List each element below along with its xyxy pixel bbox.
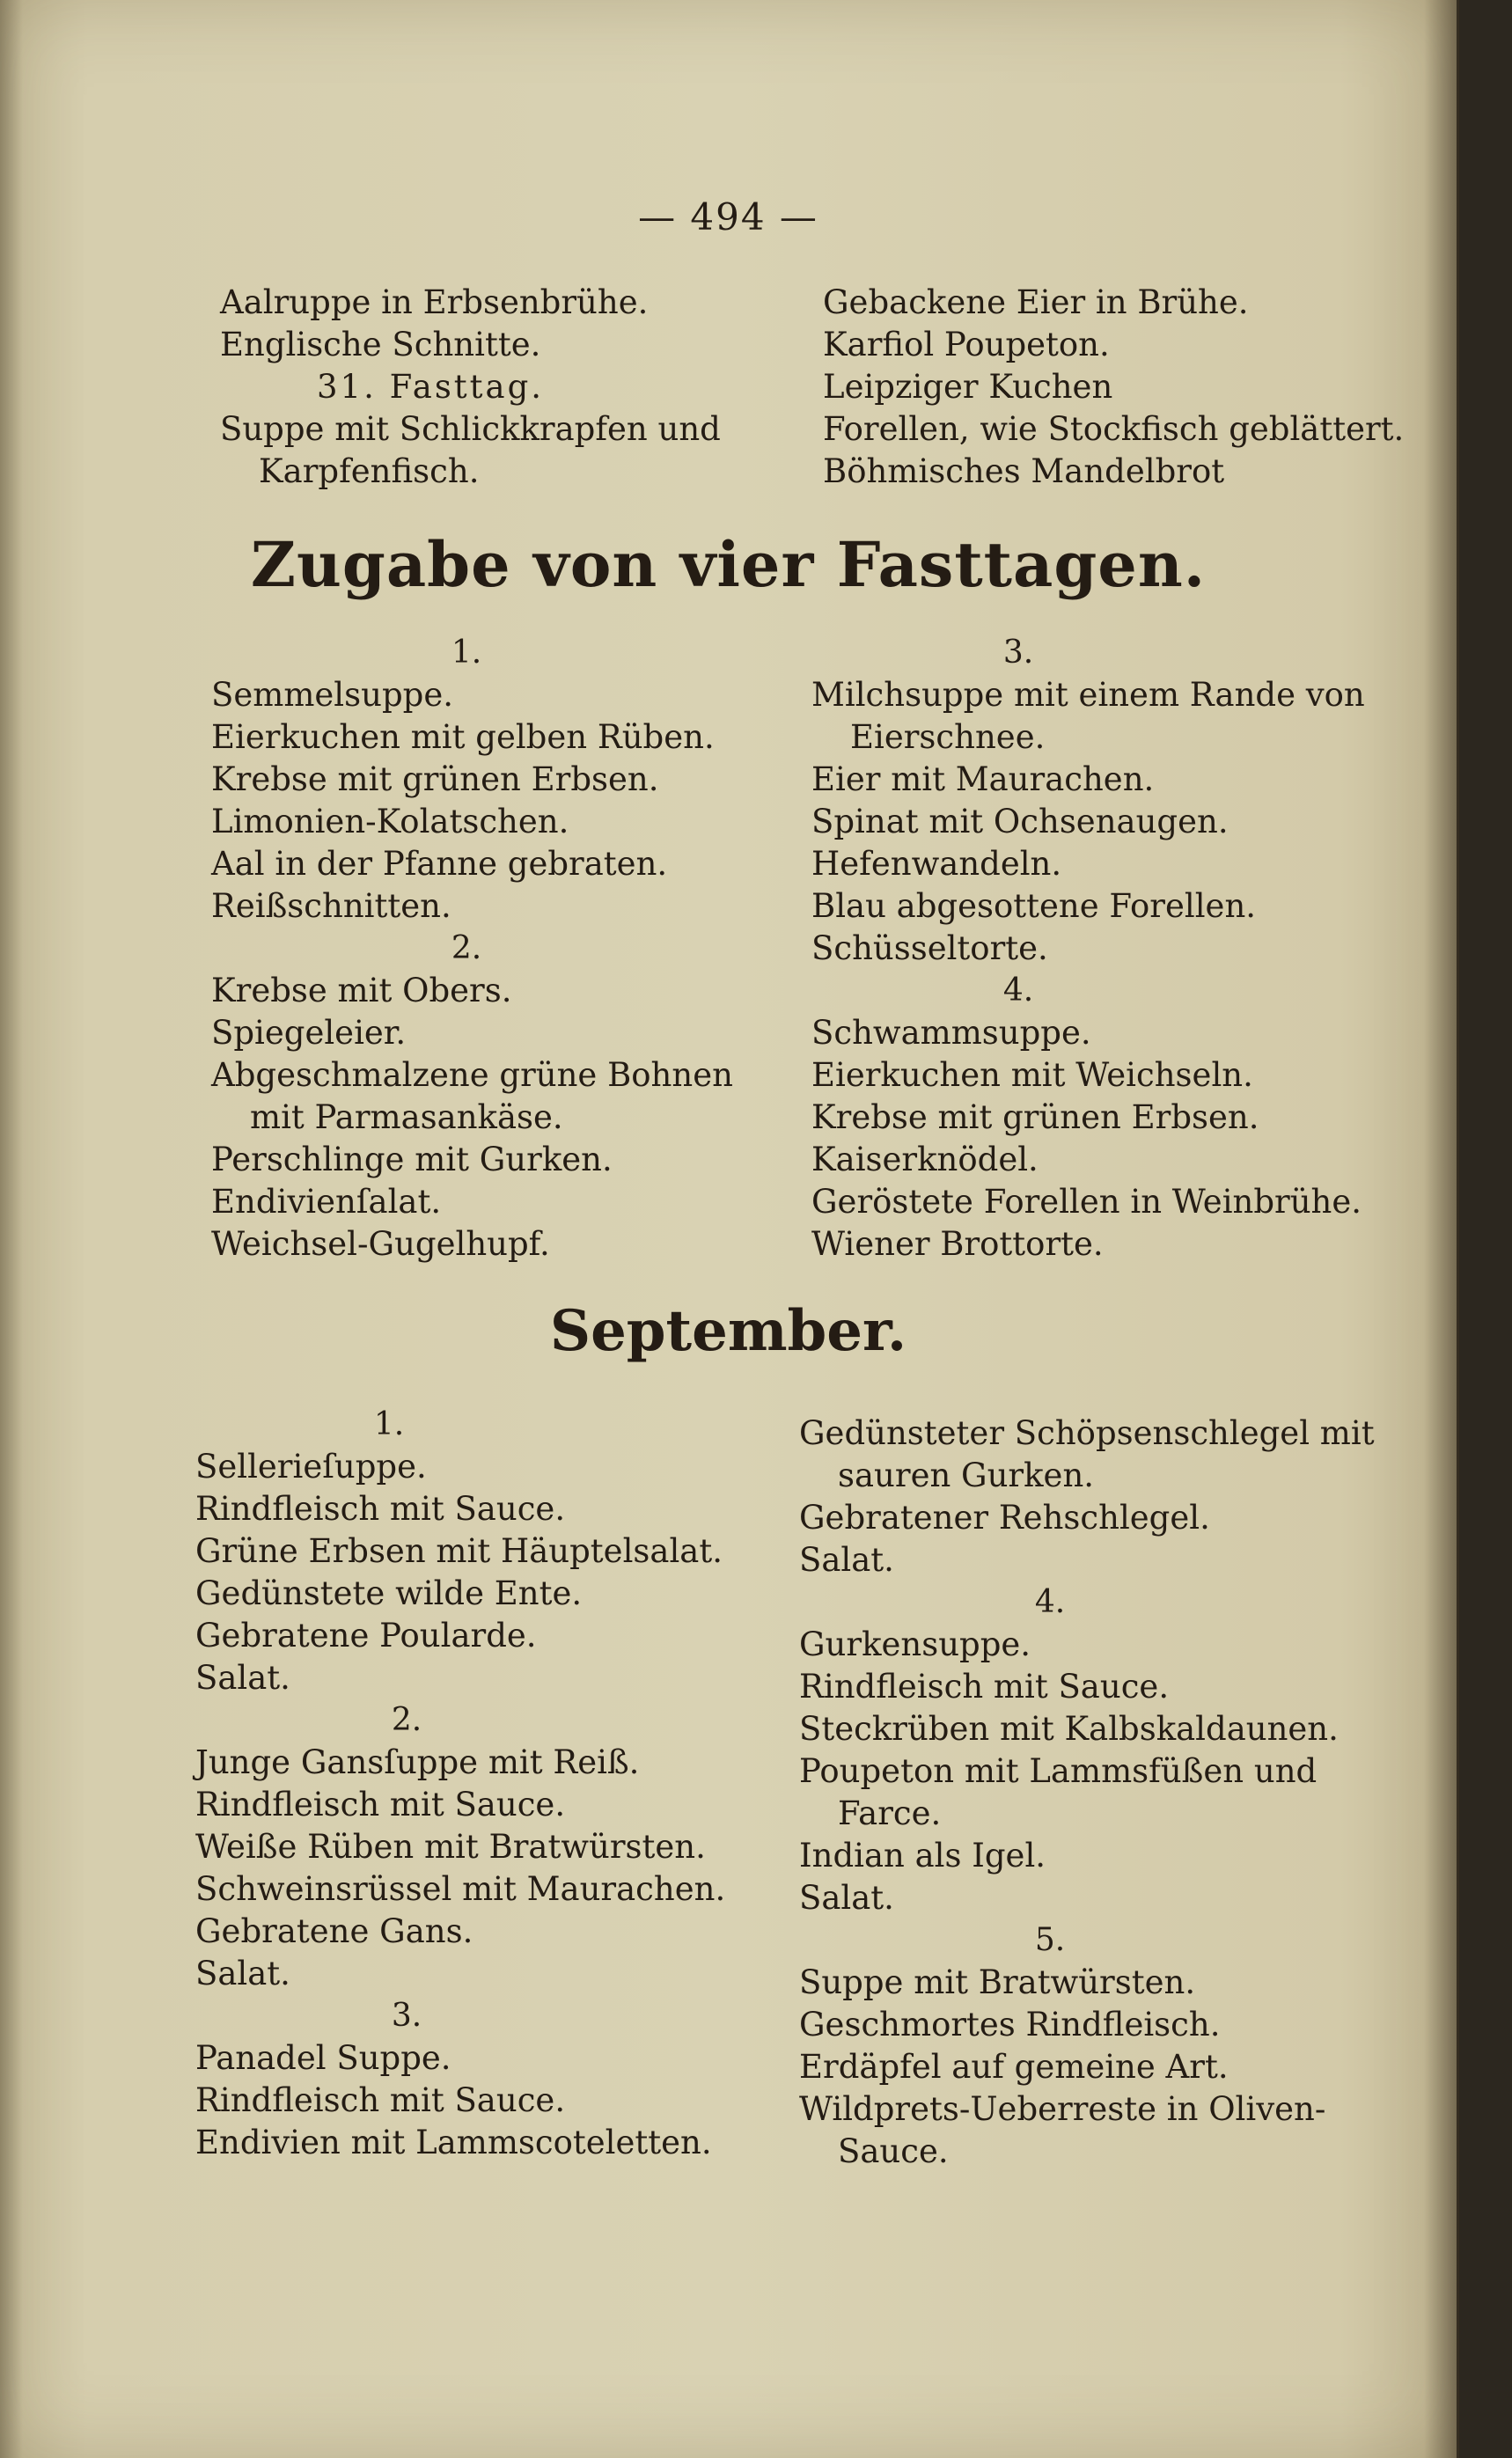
menu-item: Spinat mit Ochsenaugen.	[811, 803, 1229, 840]
menu-item: Eier mit Maurachen.	[811, 760, 1155, 798]
september-left-column	[195, 1404, 776, 2164]
day-number: 5.	[1034, 1922, 1066, 1958]
menu-item: Panadel Suppe.	[195, 2039, 451, 2077]
day-number: 4.	[1034, 1584, 1066, 1620]
page-number: — 494 —	[638, 195, 818, 238]
menu-item: Leipziger Kuchen	[823, 368, 1113, 406]
menu-item: Krebse mit grünen Erbsen.	[211, 760, 659, 798]
menu-item: Hefenwandeln.	[811, 845, 1062, 883]
menu-item: Salat.	[799, 1879, 894, 1917]
menu-item: Schweinsrüssel mit Maurachen.	[195, 1870, 726, 1908]
menu-item: Weiße Rüben mit Bratwürsten.	[195, 1828, 706, 1866]
menu-item: Abgeschmalzene grüne Bohnen	[211, 1056, 733, 1094]
menu-item: Spiegeleier.	[211, 1014, 407, 1052]
menu-item: Aalruppe in Erbsenbrühe.	[220, 283, 649, 321]
section-heading-september: September.	[549, 1298, 907, 1364]
menu-item: Eierschnee.	[850, 718, 1046, 756]
menu-item: Endivien mit Lammscoteletten.	[195, 2124, 712, 2161]
menu-item: Wiener Brottorte.	[811, 1225, 1104, 1263]
menu-item: Kaiserknödel.	[811, 1141, 1039, 1178]
menu-item: Eierkuchen mit gelben Rüben.	[211, 718, 715, 756]
menu-item: Schwammsuppe.	[811, 1014, 1091, 1052]
menu-item: Geröstete Forellen in Weinbrühe.	[811, 1183, 1362, 1221]
day-number: 4.	[1002, 972, 1034, 1009]
menu-item: Milchsuppe mit einem Rande von	[811, 676, 1365, 714]
menu-item: Wildprets-Ueberreste in Oliven-	[799, 2090, 1326, 2128]
menu-item: Eierkuchen mit Weichseln.	[811, 1056, 1253, 1094]
menu-item: Grüne Erbsen mit Häuptelsalat.	[195, 1532, 723, 1570]
menu-item: Limonien-Kolatschen.	[211, 803, 569, 840]
menu-item: Junge Gansſuppe mit Reiß.	[195, 1743, 640, 1781]
day-number: 2.	[451, 930, 482, 966]
menu-item: Krebse mit grünen Erbsen.	[811, 1098, 1259, 1136]
menu-item: Endivienſalat.	[211, 1183, 442, 1221]
menu-item: Salat.	[799, 1541, 894, 1579]
menu-item: Semmelsuppe.	[211, 676, 453, 714]
menu-item: Gebratene Poularde.	[195, 1617, 537, 1655]
menu-item: Karpfenfisch.	[259, 452, 480, 490]
section-heading-fasttage: Zugabe von vier Fasttagen.	[250, 528, 1207, 601]
fasting-right-column	[811, 632, 1401, 1266]
menu-item: Krebse mit Obers.	[211, 972, 512, 1009]
menu-item: Gedünsteter Schöpsenschlegel mit	[799, 1414, 1375, 1452]
day-number: 1.	[451, 635, 482, 671]
menu-item: Poupeton mit Lammsfüßen und	[799, 1752, 1317, 1790]
menu-item: Sellerieſuppe.	[195, 1448, 427, 1486]
day-number: 3.	[391, 1998, 422, 2034]
menu-item: Gebackene Eier in Brühe.	[823, 283, 1249, 321]
menu-item: Karfiol Poupeton.	[823, 326, 1110, 363]
menu-item: Gebratene Gans.	[195, 1912, 473, 1950]
menu-item: Rindfleisch mit Sauce.	[195, 1490, 566, 1528]
menu-item: sauren Gurken.	[838, 1456, 1095, 1494]
menu-item: Salat.	[195, 1659, 290, 1697]
menu-item: Rindfleisch mit Sauce.	[195, 1786, 566, 1823]
menu-item: Salat.	[195, 1955, 290, 1992]
menu-item: Erdäpfel auf gemeine Art.	[799, 2048, 1229, 2086]
menu-item: Sauce.	[838, 2132, 949, 2170]
menu-item: Aal in der Pfanne gebraten.	[211, 845, 668, 883]
september-right-column	[799, 1412, 1406, 2173]
menu-item: Reißschnitten.	[211, 887, 451, 925]
menu-item: Forellen, wie Stockfisch geblättert.	[823, 410, 1405, 448]
menu-item: Geschmortes Rindfleisch.	[799, 2006, 1221, 2043]
menu-item: mit Parmasankäse.	[250, 1098, 563, 1136]
menu-item: Schüsseltorte.	[811, 929, 1048, 967]
menu-item: Englische Schnitte.	[220, 326, 541, 363]
menu-item: Perschlinge mit Gurken.	[211, 1141, 613, 1178]
menu-item: Gedünstete wilde Ente.	[195, 1574, 583, 1612]
menu-item: Gebratener Rehschlegel.	[799, 1499, 1210, 1537]
menu-item: Suppe mit Bratwürsten.	[799, 1963, 1196, 2001]
day-number: 2.	[391, 1702, 422, 1738]
menu-item: Indian als Igel.	[799, 1837, 1046, 1875]
menu-item: Farce.	[838, 1794, 942, 1832]
menu-item: Gurkensuppe.	[799, 1625, 1031, 1663]
fasting-left-column	[211, 632, 774, 1266]
menu-item: Blau abgesottene Forellen.	[811, 887, 1257, 925]
menu-item: Rindfleisch mit Sauce.	[799, 1668, 1170, 1706]
menu-item: Weichsel-Gugelhupf.	[211, 1225, 550, 1263]
day-heading-fasttag: 31. Fasttag.	[317, 368, 545, 406]
menu-item: Rindfleisch mit Sauce.	[195, 2081, 566, 2119]
menu-item: Böhmisches Mandelbrot	[823, 452, 1225, 490]
menu-item: Suppe mit Schlickkrapfen und	[220, 410, 721, 448]
day-number: 3.	[1002, 635, 1034, 671]
top-left-column	[220, 282, 783, 493]
menu-item: Steckrüben mit Kalbskaldaunen.	[799, 1710, 1339, 1748]
day-number: 1.	[373, 1406, 405, 1442]
top-right-column	[823, 282, 1404, 493]
